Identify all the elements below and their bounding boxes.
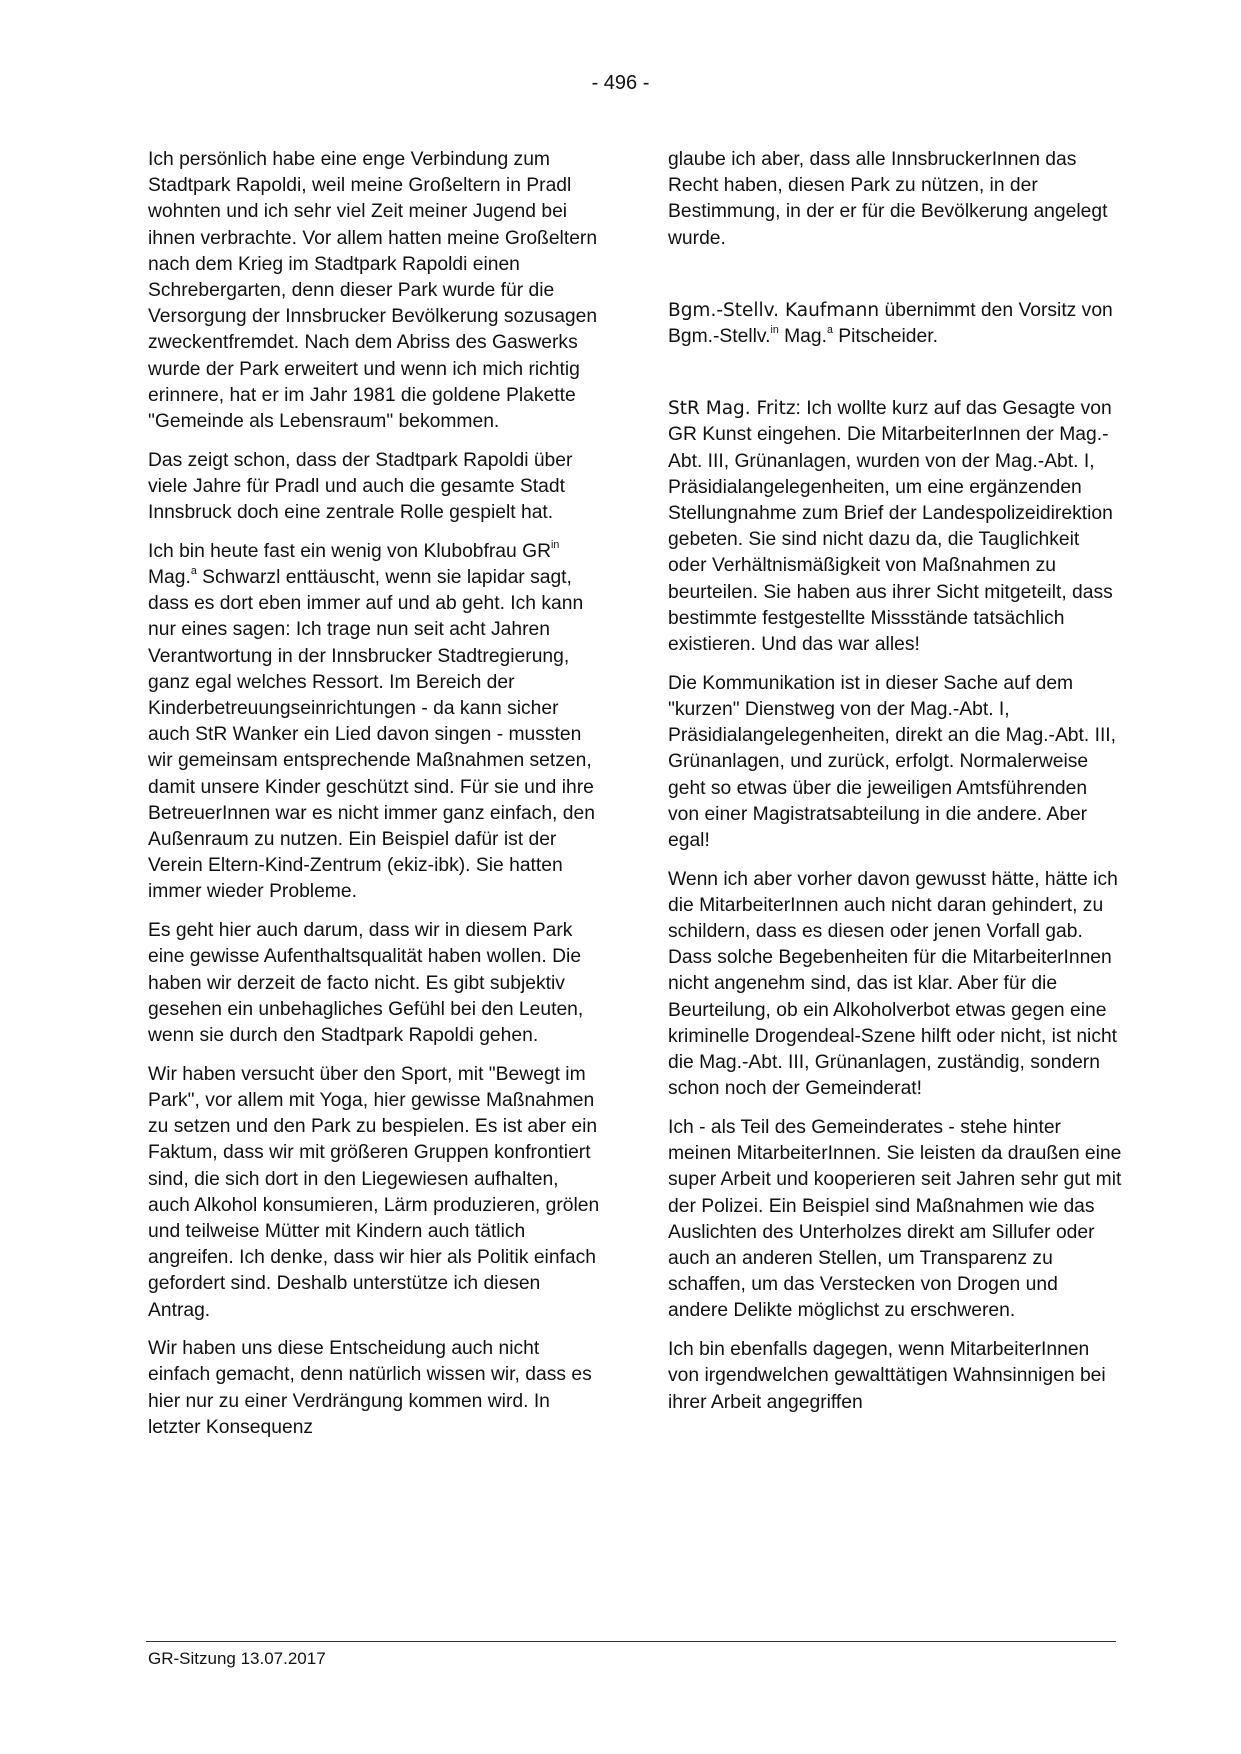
paragraph: Wir haben versucht über den Sport, mit "Bewegt im Park", vor allem mit Yoga, hier gewisse Maßnahmen zu setzen und den Park zu bespielen. Es ist aber ein Faktum, dass wir mit größeren Gruppen konfrontiert sind, die sich dort in den Liegewiesen aufhalten, auch Alkohol konsumieren, Lärm produzieren, grölen und teilweise Mütter mit Kindern auch tätlich angreifen. Ich denke, dass wir hier als Politik einfach gefordert sind. Deshalb unterstütze ich diesen Antrag. [148,1063,600,1321]
superscript: in [551,538,560,551]
note-text: übernimmt den Vorsitz von Bgm.-Stellv. [668,299,1113,348]
paragraph: Wenn ich aber vorher davon gewusst hätte, hätte ich die MitarbeiterInnen auch nicht daran gehindert, zu schildern, dass es diesen oder jenen Vorfall gab. Dass solche Begebenheiten für die MitarbeiterInnen nicht angenehm sind, das ist klar. Aber für die Beurteilung, ob ein Alkoholverbot etwas gegen eine kriminelle Drogendeal-Szene hilft oder nicht, ist nicht die Mag.-Abt. III, Grünanlagen, zuständig, sondern schon noch der Gemeinderat! [668,868,1118,1100]
paragraph-continuation: glaube ich aber, dass alle InnsbruckerInnen das Recht haben, diesen Park zu nützen, in der Bestimmung, in der er für die Bevölkerung angelegt wurde. [668,149,1108,249]
paragraph [148,539,603,906]
left-column [148,147,603,1441]
paragraph: Es geht hier auch darum, dass wir in diesem Park eine gewisse Aufenthaltsqualität haben wollen. Die haben wir derzeit de facto nicht. Es gibt subjektiv gesehen ein unbehagliches Gefühl bei den Leuten, wenn sie durch den Stadtpark Rapoldi gehen. [148,920,584,1046]
footer-session-date: GR-Sitzung 13.07.2017 [148,1649,326,1668]
speaker-name: Bgm.-Stellv. Kaufmann [668,299,880,321]
paragraph: Ich persönlich habe eine enge Verbindung zum Stadtpark Rapoldi, weil meine Großeltern in Pradl wohnten und ich sehr viel Zeit meiner Jugend bei ihnen verbrachte. Vor allem hatten meine Großeltern nach dem Krieg im Stadtpark Rapoldi einen Schrebergarten, denn dieser Park wurde für die Versorgung der Innsbrucker Bevölkerung sozusagen zweckentfremdet. Nach dem Abriss des Gaswerks wurde der Park erweitert und wenn ich mich richtig erinnere, hat er im Jahr 1981 die goldene Plakette "Gemeinde als Lebensraum" bekommen. [148,149,598,433]
paragraph: Wir haben uns diese Entscheidung auch nicht einfach gemacht, denn natürlich wissen wir, dass es hier nur zu einer Verdrängung kommen wird. In letzter Konsequenz [148,1338,592,1438]
paragraph-text: Schwarzl enttäuscht, wenn sie lapidar sagt, dass es dort eben immer auf und ab geht. Ich kann nur eines sagen: Ich trage nun seit acht Jahren Verantwortung in der Innsbrucker Stadtregierung, ganz egal welches Ressort. Im Bereich der Kinderbetreuungseinrichtungen - da kann sicher auch StR Wanker ein Lied davon singen - mussten wir gemeinsam entsprechende Maßnahmen setzen, damit unsere Kinder geschützt sind. Für sie und ihre BetreuerInnen war es nicht immer ganz einfach, den Außenraum zu nutzen. Ein Beispiel dafür ist der Verein Eltern-Kind-Zentrum (ekiz-ibk). Sie hatten immer wieder Probleme. [148,567,595,903]
note-text: Mag. [778,326,827,348]
speech-paragraph [668,396,1123,658]
paragraph-text: Ich bin heute fast ein wenig von Klubobfrau GR [148,540,552,562]
footer-divider [146,1641,1116,1642]
paragraph: Ich - als Teil des Gemeinderates - stehe hinter meinen MitarbeiterInnen. Sie leisten da draußen eine super Arbeit und kooperieren seit Jahren sehr gut mit der Polizei. Ein Beispiel sind Maßnahmen wie das Auslichten des Unterholzes direkt am Sillufer oder auch an anderen Stellen, um Transparenz zu schaffen, um das Verstecken von Drogen und andere Delikte möglichst zu erschweren. [668,1117,1122,1322]
paragraph: Die Kommunikation ist in dieser Sache auf dem "kurzen" Dienstweg von der Mag.-Abt. I, Präsidialangelegenheiten, direkt an die Mag.-Abt. III, Grünanlagen, und zurück, erfolgt. Normalerweise geht so etwas über die jeweiligen Amtsführenden von einer Magistratsabteilung in die andere. Aber egal! [668,672,1117,851]
superscript: in [770,324,779,336]
speech-text: : Ich wollte kurz auf das Gesagte von GR Kunst eingehen. Die MitarbeiterInnen der Mag.-Abt. III, Grünanlagen, wurden von der Mag.-Abt. I, Präsidialangelegenheiten, um eine ergänzenden Stellungnahme zum Brief der Landespolizeidirektion gebeten. Sie sind nicht dazu da, die Tauglichkeit oder Verhältnismäßigkeit von Maßnahmen zu beurteilen. Sie haben aus ihrer Sicht mitgeteilt, dass bestimmte festgestellte Missstände tatsächlich existieren. Und das war alles! [668,398,1113,656]
right-column [668,147,1123,1416]
note-text: Pitscheider. [832,326,938,348]
superscript: a [190,565,197,578]
paragraph-text: Mag. [148,567,191,589]
superscript: a [827,324,833,336]
paragraph: Das zeigt schon, dass der Stadtpark Rapoldi über viele Jahre für Pradl und auch die gesamte Stadt Innsbruck doch eine zentrale Rolle gespielt hat. [148,449,573,524]
paragraph: Ich bin ebenfalls dagegen, wenn MitarbeiterInnen von irgendwelchen gewalttätigen Wahnsinnigen bei ihrer Arbeit angegriffen [668,1339,1106,1413]
page-number: - 496 - [591,72,650,94]
chair-change-note [668,298,1123,350]
speaker-name: StR Mag. Fritz [668,398,796,420]
